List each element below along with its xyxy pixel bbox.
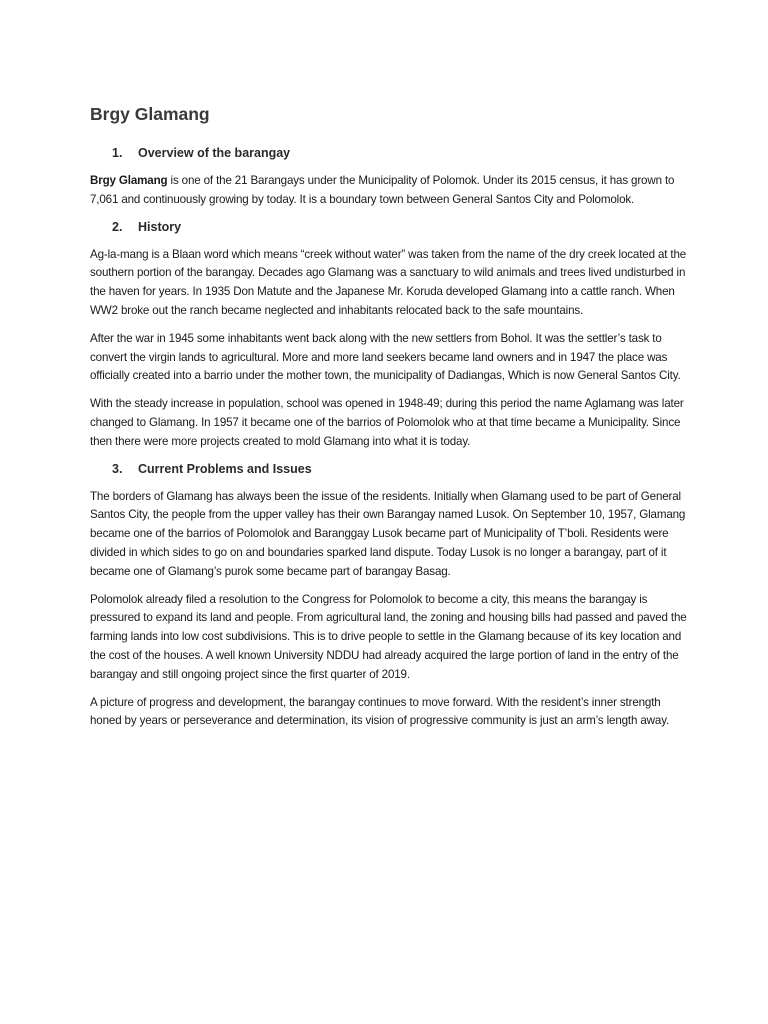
- paragraph: The borders of Glamang has always been the issue of the residents. Initially when Glamang used to be part of General Santos City, the people from the upper valley has their own Barangay named Lusok. On September 10, 1957, Glamang became one of the barrios of Polomolok and Baranggay Lusok became part of Municipality of T’boli. Residents were divided in which sides to go on and boundaries sparked land dispute. Today Lusok is no longer a barangay, part of it became one of Glamang’s purok some became part of barangay Basag.: [90, 489, 686, 578]
- section-number: 1.: [112, 146, 123, 160]
- paragraph: A picture of progress and development, the barangay continues to move forward. With the resident’s inner strength honed by years or perseverance and determination, its vision of progressive community is just an arm’s length away.: [90, 695, 670, 728]
- paragraph: With the steady increase in population, school was opened in 1948-49; during this period the name Aglamang was later changed to Glamang. In 1957 it became one of the barrios of Polomolok who at that time became a Municipality. Since then there were more projects created to mold Glamang into what it is today.: [90, 397, 684, 448]
- section-heading: [90, 144, 690, 162]
- document-title: Brgy Glamang: [90, 104, 210, 124]
- section-heading: [90, 218, 690, 236]
- section-heading-text: History: [138, 219, 182, 234]
- section-heading-text: Overview of the barangay: [138, 146, 291, 160]
- section-number: 3.: [112, 461, 123, 476]
- section-number: 2.: [112, 219, 123, 234]
- document-page: [90, 96, 690, 731]
- paragraph: After the war in 1945 some inhabitants went back along with the new settlers from Bohol. It was the settler’s task to convert the virgin lands to agricultural. More and more land seekers became land owners and in 1947 the place was officially created into a barrio under the mother town, the municipality of Dadiangas, Which is now General Santos City.: [90, 331, 681, 383]
- paragraph-text: is one of the 21 Barangays under the Municipality of Polomok. Under its 2015 census, it has grown to 7,061 and continuously growing by today. It is a boundary town between General Santos City and Polomolok.: [90, 174, 675, 206]
- paragraph: [90, 172, 690, 210]
- section-history: [90, 218, 690, 452]
- section-problems: [90, 460, 690, 732]
- section-heading-text: Current Problems and Issues: [138, 461, 312, 476]
- paragraph: Ag-la-mang is a Blaan word which means “creek without water” was taken from the name of the dry creek located at the southern portion of the barangay. Decades ago Glamang was a sanctuary to wild animals and trees lived undisturbed in the haven for years. In 1935 Don Matute and the Japanese Mr. Koruda developed Glamang into a cattle ranch. When WW2 broke out the ranch became neglected and inhabitants relocated back to the safe mountains.: [90, 247, 687, 317]
- title-block: [90, 100, 690, 128]
- section-overview: [90, 144, 690, 210]
- paragraph: Polomolok already filed a resolution to the Congress for Polomolok to become a city, this means the barangay is pressured to expand its land and people. From agricultural land, the zoning and housing bills had passed and paved the farming lands into low cost subdivisions. This is to drive people to settle in the Glamang because of its key location and the cost of the houses. A well known University NDDU had already acquired the large portion of land in the entry of the barangay and still ongoing project since the first quarter of 2019.: [90, 592, 687, 681]
- section-heading: [90, 460, 690, 478]
- bold-lead-text: Brgy Glamang: [90, 174, 168, 187]
